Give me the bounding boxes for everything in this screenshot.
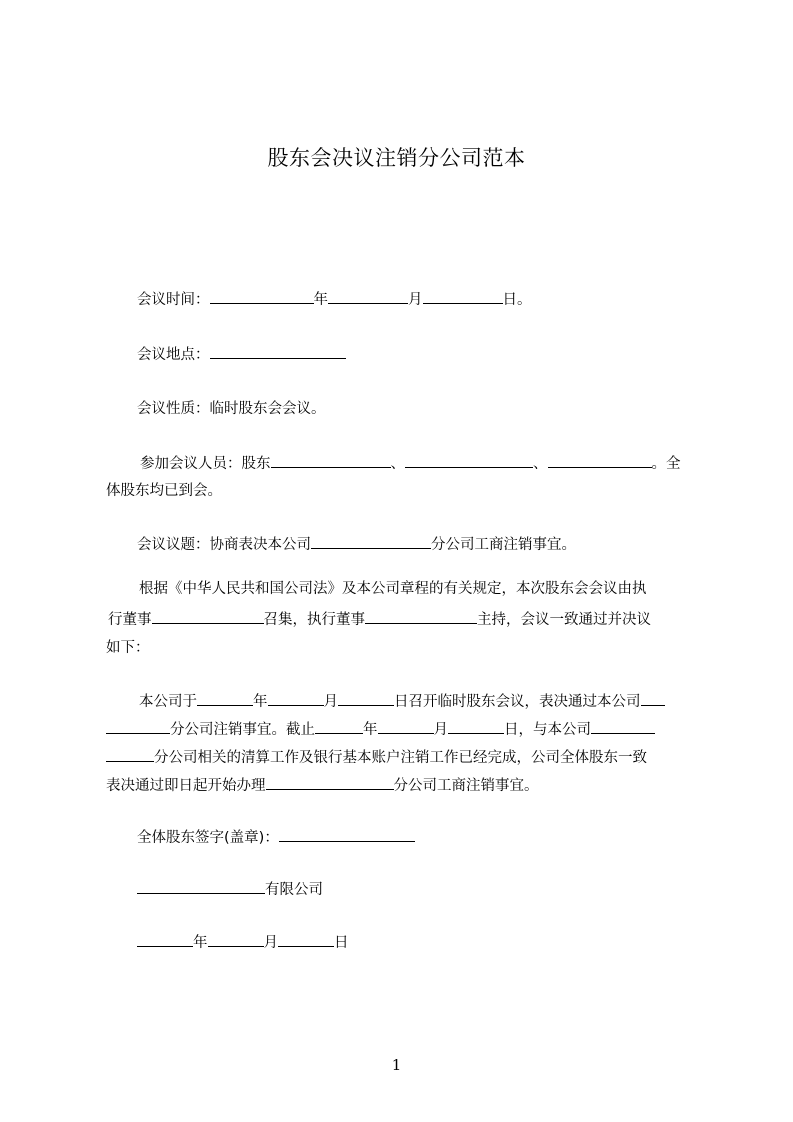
topic-line — [137, 533, 576, 556]
topic-tail: 分公司工商注销事宜。 — [431, 537, 576, 553]
attendees-tail: 。全 — [651, 456, 681, 472]
resolution-text: 本公司于 — [139, 694, 197, 710]
topic-label: 会议议题：协商表决本公司 — [137, 537, 311, 553]
resolution-text: 表决通过即日起开始办理 — [106, 778, 266, 794]
basis-text: 主持，会议一致通过并决议 — [477, 612, 651, 628]
company-name-blank[interactable] — [137, 878, 265, 894]
meeting-place-line — [137, 343, 346, 366]
day-blank[interactable] — [423, 288, 503, 304]
basis-line-1: 根据《中华人民共和国公司法》及本公司章程的有关规定，本次股东会会议由执 — [139, 581, 647, 597]
resolution-line-3 — [106, 746, 647, 769]
year-text: 年 — [313, 292, 328, 308]
meeting-time-label: 会议时间： — [137, 292, 210, 308]
basis-line-2 — [108, 608, 651, 631]
branch-blank-b[interactable] — [106, 718, 170, 734]
date-text: 年 — [193, 935, 208, 951]
resolution-text: 分公司相关的清算工作及银行基本账户注销工作已经完成，公司全体股东一致 — [154, 750, 647, 766]
attendees-line-2: 体股东均已到会。 — [106, 483, 222, 499]
page-number: 1 — [391, 1056, 402, 1074]
resolution-text: 分公司注销事宜。截止 — [170, 722, 315, 738]
meeting-place-label: 会议地点： — [137, 347, 210, 363]
year-blank[interactable] — [137, 931, 193, 947]
date-line — [137, 931, 349, 954]
shareholder-blank-1[interactable] — [271, 452, 391, 468]
attendees-label: 参加会议人员：股东 — [140, 456, 271, 472]
branch-blank-a[interactable] — [641, 690, 665, 706]
month-blank[interactable] — [268, 690, 324, 706]
day-blank[interactable] — [278, 931, 334, 947]
shareholder-blank-2[interactable] — [405, 452, 533, 468]
resolution-text: 日召开临时股东会议，表决通过本公司 — [394, 694, 641, 710]
attendees-line — [140, 452, 681, 475]
resolution-line-1 — [139, 690, 665, 713]
branch-blank-e[interactable] — [266, 774, 394, 790]
signature-line — [137, 826, 415, 849]
day-blank[interactable] — [338, 690, 394, 706]
signature-blank[interactable] — [279, 826, 415, 842]
day-text: 日。 — [502, 292, 532, 308]
separator: 、 — [533, 456, 548, 472]
year-blank[interactable] — [197, 690, 253, 706]
company-suffix: 有限公司 — [265, 882, 323, 898]
basis-line-3: 如下： — [106, 640, 150, 656]
resolution-line-2 — [106, 718, 655, 741]
basis-text: 召集，执行董事 — [263, 612, 365, 628]
year-blank[interactable] — [210, 288, 314, 304]
shareholder-blank-3[interactable] — [548, 452, 652, 468]
day-blank[interactable] — [448, 718, 504, 734]
date-text: 日 — [334, 935, 349, 951]
director-blank-1[interactable] — [152, 608, 264, 624]
resolution-text: 月 — [323, 694, 338, 710]
date-text: 月 — [263, 935, 278, 951]
place-blank[interactable] — [210, 343, 346, 359]
signature-label: 全体股东签字(盖章)： — [137, 830, 279, 846]
resolution-text: 年 — [363, 722, 378, 738]
branch-name-blank[interactable] — [311, 533, 431, 549]
resolution-text: 月 — [433, 722, 448, 738]
meeting-time-line — [137, 288, 532, 311]
resolution-line-4 — [106, 774, 539, 797]
meeting-nature-line: 会议性质：临时股东会会议。 — [137, 401, 326, 417]
month-blank[interactable] — [208, 931, 264, 947]
resolution-text: 日，与本公司 — [504, 722, 591, 738]
basis-text: 行董事 — [108, 612, 152, 628]
separator: 、 — [390, 456, 405, 472]
branch-blank-d[interactable] — [106, 746, 154, 762]
resolution-text: 年 — [253, 694, 268, 710]
branch-blank-c[interactable] — [591, 718, 655, 734]
resolution-text: 分公司工商注销事宜。 — [393, 778, 539, 794]
director-blank-2[interactable] — [365, 608, 477, 624]
month-blank[interactable] — [378, 718, 434, 734]
month-blank[interactable] — [328, 288, 408, 304]
month-text: 月 — [408, 292, 423, 308]
document-title: 股东会决议注销分公司范本 — [267, 146, 526, 170]
year-blank[interactable] — [315, 718, 363, 734]
company-line — [137, 878, 323, 901]
